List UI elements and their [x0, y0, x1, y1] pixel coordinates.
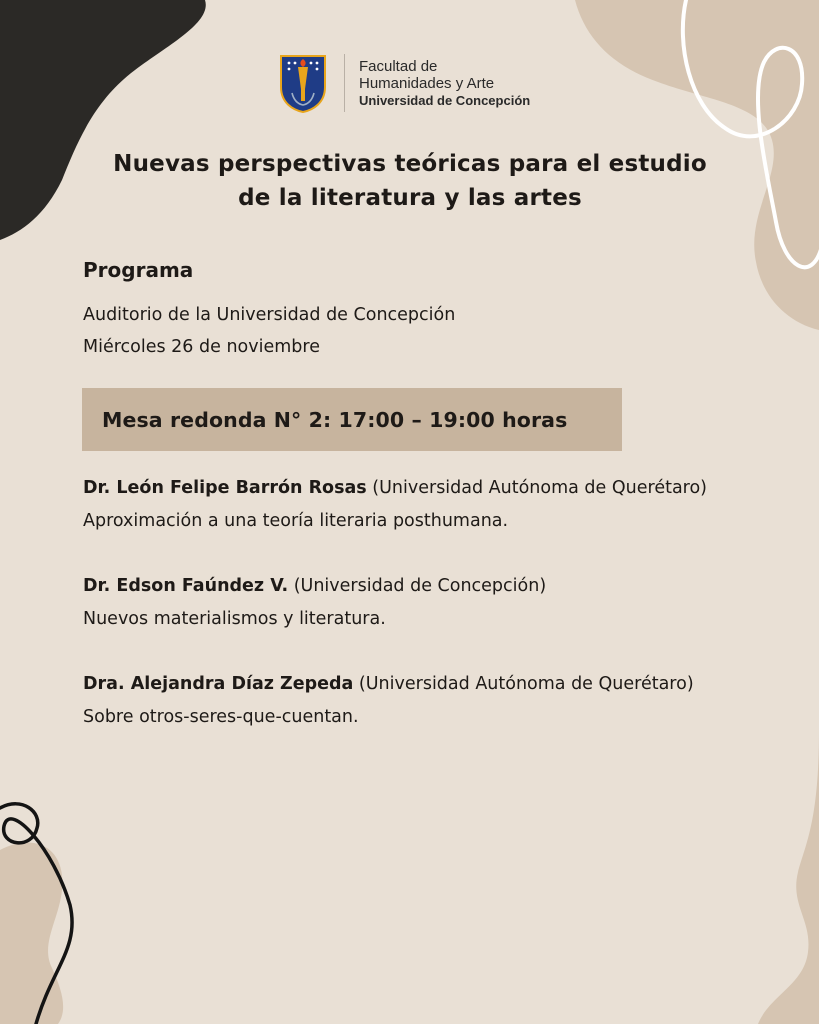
speaker-name: Dr. León Felipe Barrón Rosas — [83, 478, 367, 498]
faculty-line-1: Facultad de — [359, 58, 438, 76]
speaker-affiliation: (Universidad Autónoma de Querétaro) — [366, 478, 708, 498]
university-name: Universidad de Concepción — [359, 92, 531, 108]
venue-info — [83, 299, 455, 363]
header-logo-block — [278, 52, 530, 114]
talk-item — [83, 570, 546, 636]
faculty-line-2: Humanidades y Arte — [359, 75, 495, 93]
session-banner — [82, 388, 622, 451]
speaker-affiliation: (Universidad de Concepción) — [288, 576, 547, 596]
program-heading: Programa — [83, 258, 194, 282]
speaker-name: Dra. Alejandra Díaz Zepeda — [83, 674, 354, 694]
venue-location: Auditorio de la Universidad de Concepción — [83, 305, 456, 325]
speaker-affiliation: (Universidad Autónoma de Querétaro) — [353, 674, 694, 694]
bottom-left-blob — [0, 842, 63, 1024]
speaker-name: Dr. Edson Faúndez V. — [83, 576, 289, 596]
event-title-line-2: de la literatura y las artes — [238, 185, 582, 211]
event-title — [60, 147, 760, 215]
event-date: Miércoles 26 de noviembre — [83, 337, 320, 357]
talk-topic: Nuevos materialismos y literatura. — [83, 609, 386, 629]
university-crest-icon — [278, 53, 328, 113]
talk-item — [83, 668, 694, 734]
talk-topic: Aproximación a una teoría literaria posthumana. — [83, 511, 509, 531]
talk-item — [83, 472, 707, 538]
bottom-right-blob — [758, 730, 819, 1024]
header-divider — [344, 54, 345, 112]
session-label: Mesa redonda N° 2: 17:00 – 19:00 horas — [102, 407, 568, 432]
talk-topic: Sobre otros-seres-que-cuentan. — [83, 707, 359, 727]
event-title-line-1: Nuevas perspectivas teóricas para el estudio — [113, 151, 707, 177]
faculty-name — [359, 58, 530, 108]
